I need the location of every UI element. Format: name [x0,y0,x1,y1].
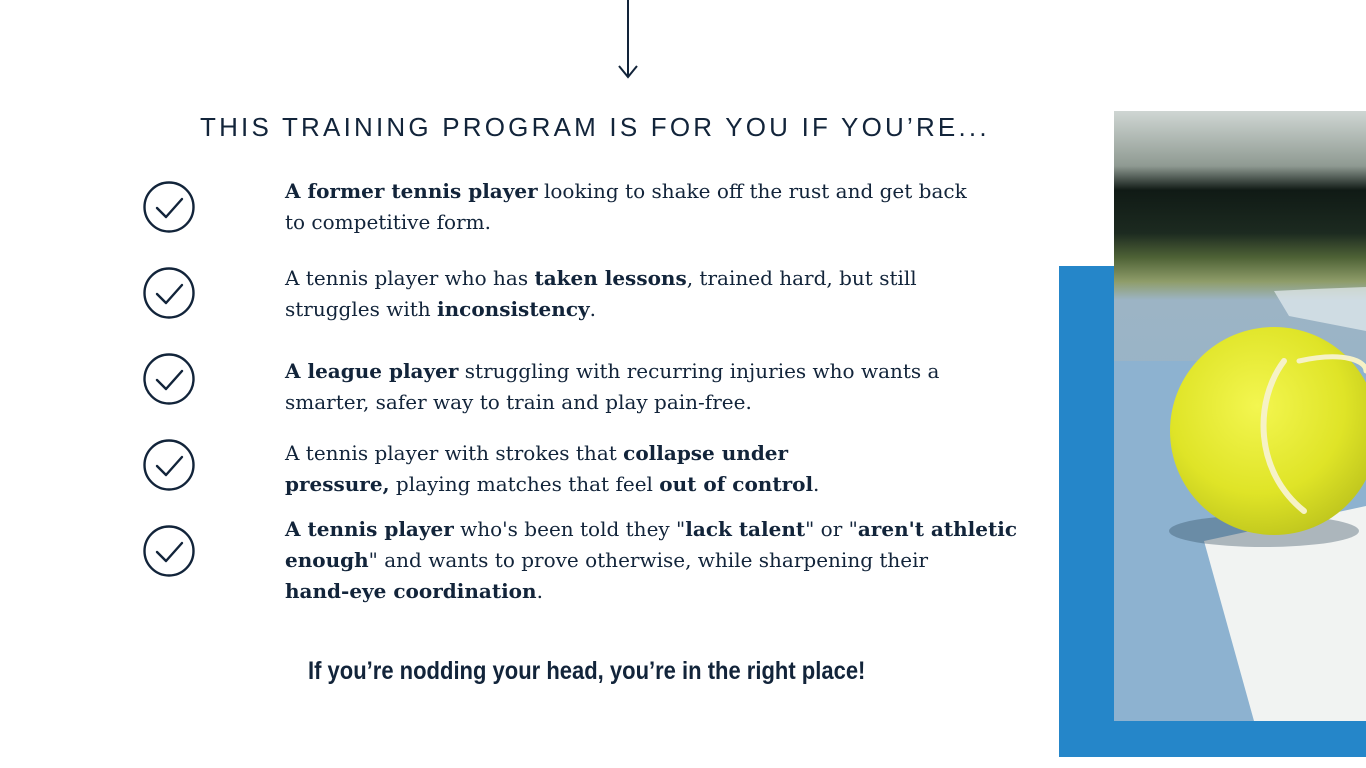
item-text: A tennis player who has taken lessons, trained hard, but still struggles with inconsistency. [285,266,917,321]
section-heading: THIS TRAINING PROGRAM IS FOR YOU IF YOU’RE... [200,112,990,142]
check-circle-icon [142,352,196,406]
item-text: A former tennis player looking to shake off the rust and get back to competitive form. [285,179,967,234]
item-text: A league player struggling with recurring injuries who wants a smarter, safer way to train and play pain-free. [285,359,940,414]
check-circle-icon [142,266,196,320]
item-text: A tennis player who's been told they "lack talent" or "aren't athletic enough" and wants to prove otherwise, while sharpening their hand-eye coordination. [285,517,1018,603]
check-circle-icon [142,180,196,234]
item-text: A tennis player with strokes that collapse under pressure, playing matches that feel out of control. [285,441,820,496]
closing-statement: If you’re nodding your head, you’re in the right place! [308,657,866,685]
check-circle-icon [142,438,196,492]
check-circle-icon [142,524,196,578]
tennis-ball-photo [1114,111,1366,721]
arrow-down-icon [616,0,640,82]
